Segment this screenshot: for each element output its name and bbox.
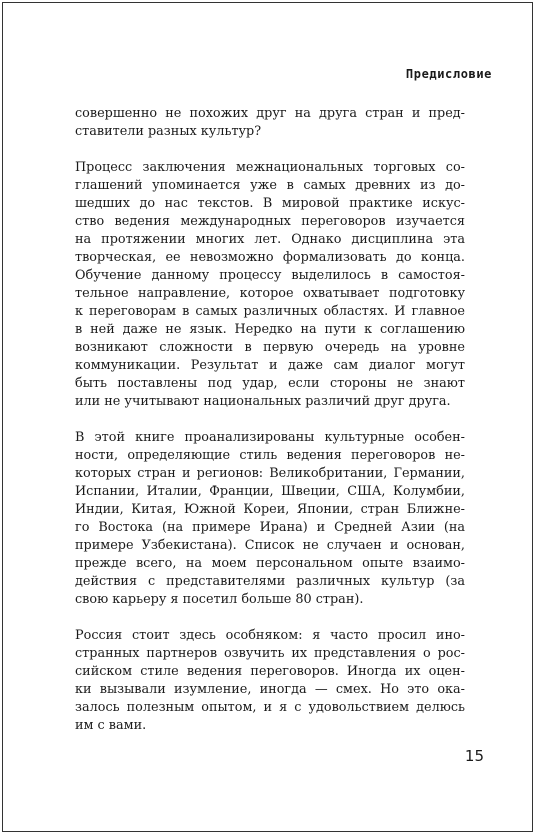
text-line: шедших до нас текстов. В мировой практике искус- <box>75 196 465 211</box>
text-line: ки вызывали изумление, иногда — смех. Но это ока- <box>75 682 465 697</box>
text-line: Россия стоит здесь особняком: я часто просил ино- <box>75 628 465 643</box>
running-head-title: Предисловие <box>405 67 492 81</box>
text-line: В этой книге проанализированы культурные особен- <box>75 430 465 445</box>
text-line: Процесс заключения межнациональных торговых со- <box>75 160 465 175</box>
text-line: совершенно не похожих друг на друга стран и пред- <box>75 106 465 121</box>
body-text <box>75 105 465 753</box>
text-line: прежде всего, на моем персональном опыте взаимо- <box>75 556 465 571</box>
text-line: ство ведения международных переговоров изучается <box>75 214 465 229</box>
text-line: Испании, Италии, Франции, Швеции, США, Колумбии, <box>75 484 465 499</box>
paragraph <box>75 429 465 609</box>
text-line: сийском стиле ведения переговоров. Иногда их оцен- <box>75 664 465 679</box>
text-line: ности, определяющие стиль ведения переговоров не- <box>75 448 465 463</box>
text-line: глашений упоминается уже в самых древних из до- <box>75 178 465 193</box>
text-line: действия с представителями различных культур (за <box>75 574 465 589</box>
book-page <box>2 2 533 832</box>
text-line: которых стран и регионов: Великобритании, Германии, <box>75 466 465 481</box>
page-number: 15 <box>464 747 484 765</box>
text-line: залось полезным опытом, и я с удовольствием делюсь <box>75 700 465 715</box>
text-line: ставители разных культур? <box>75 124 262 139</box>
text-line: коммуникации. Результат и даже сам диалог могут <box>75 358 465 373</box>
text-line: им с вами. <box>75 718 147 733</box>
text-line: го Востока (на примере Ирана) и Средней Азии (на <box>75 520 465 535</box>
paragraph <box>75 159 465 411</box>
text-line: возникают сложности в первую очередь на уровне <box>75 340 465 355</box>
paragraph <box>75 627 465 735</box>
text-line: примере Узбекистана). Список не случаен и основан, <box>75 538 465 553</box>
text-line: странных партнеров озвучить их представления о рос- <box>75 646 465 661</box>
text-line: Обучение данному процессу выделилось в самостоя- <box>75 268 465 283</box>
text-line: или не учитывают национальных различий друг друга. <box>75 394 451 409</box>
text-line: на протяжении многих лет. Однако дисциплина эта <box>75 232 465 247</box>
text-line: тельное направление, которое охватывает подготовку <box>75 286 465 301</box>
text-line: быть поставлены под удар, если стороны не знают <box>75 376 465 391</box>
text-line: в ней даже не язык. Нередко на пути к соглашению <box>75 322 465 337</box>
paragraph <box>75 105 465 141</box>
text-line: к переговорам в самых различных областях. И главное <box>75 304 465 319</box>
text-line: свою карьеру я посетил больше 80 стран). <box>75 592 364 607</box>
text-line: творческая, ее невозможно формализовать до конца. <box>75 250 465 265</box>
text-line: Индии, Китая, Южной Кореи, Японии, стран Ближне- <box>75 502 465 517</box>
